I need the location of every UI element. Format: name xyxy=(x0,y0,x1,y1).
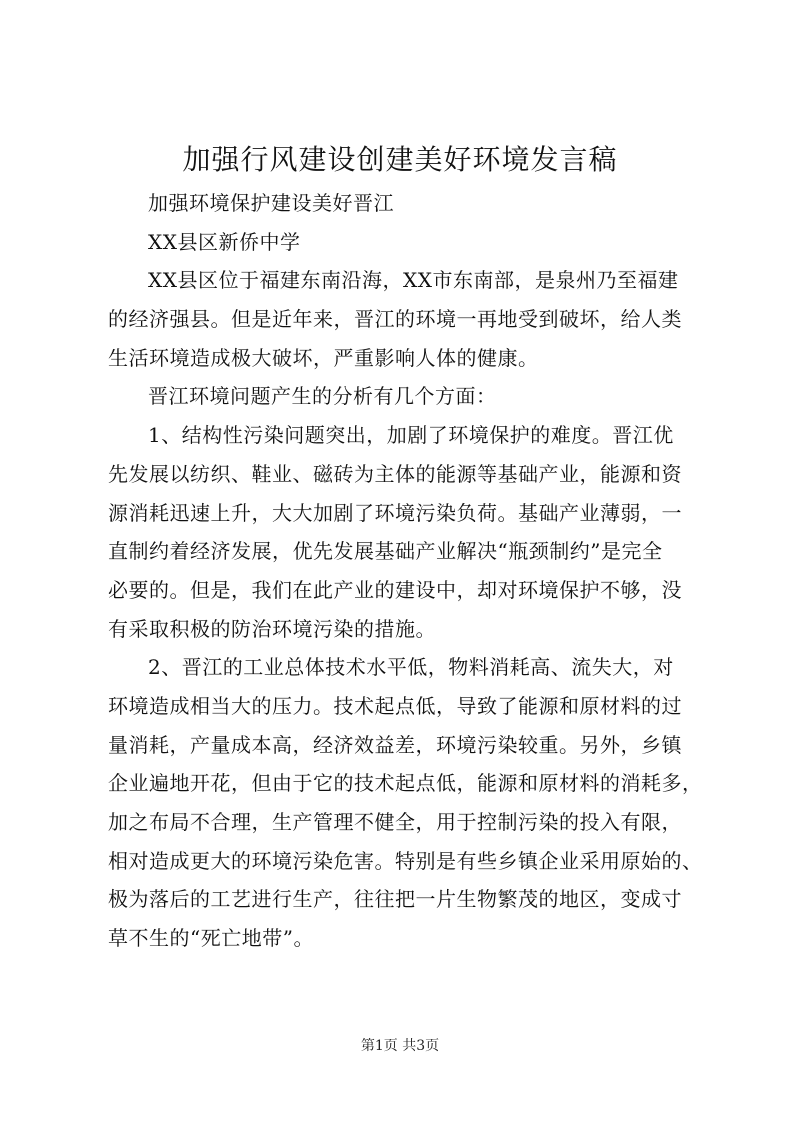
document-subtitle: 加强环境保护建设美好晋江 xyxy=(148,191,394,215)
paragraph-1 xyxy=(108,261,704,377)
document-body xyxy=(108,184,704,958)
paragraph-line: 先发展以纺织、鞋业、磁砖为主体的能源等基础产业，能源和资 xyxy=(108,461,682,486)
paragraph-line: XX县区位于福建东南沿海，XX市东南部，是泉州乃至福建 xyxy=(148,268,679,293)
paragraph-line: 环境造成相当大的压力。技术起点低，导致了能源和原材料的过 xyxy=(108,693,682,718)
paragraph-line: 生活环境造成极大破坏，严重影响人体的健康。 xyxy=(108,345,539,370)
paragraph-2 xyxy=(108,377,704,416)
paragraph-3 xyxy=(108,416,704,648)
paragraph-line: 草不生的“死亡地带”。 xyxy=(108,926,314,951)
paragraph-line: 极为落后的工艺进行生产，往往把一片生物繁茂的地区，变成寸 xyxy=(108,887,682,912)
paragraph-line: 加之布局不合理，生产管理不健全，用于控制污染的投入有限， xyxy=(108,810,682,834)
paragraph-line: 相对造成更大的环境污染危害。特别是有些乡镇企业采用原始的、 xyxy=(108,848,703,873)
paragraph-line: 2、晋江的工业总体技术水平低，物料消耗高、流失大，对 xyxy=(148,655,674,680)
paragraph-line: 有采取积极的防治环境污染的措施。 xyxy=(108,616,436,641)
paragraph-line: 的经济强县。但是近年来，晋江的环境一再地受到破坏，给人类 xyxy=(108,307,682,332)
paragraph-line: 晋江环境问题产生的分析有几个方面： xyxy=(148,384,497,409)
paragraph-line: 直制约着经济发展，优先发展基础产业解决“瓶颈制约”是完全 xyxy=(108,539,663,564)
document-title: 加强行风建设创建美好环境发言稿 xyxy=(182,143,618,176)
paragraph-line: 源消耗迅速上升，大大加剧了环境污染负荷。基础产业薄弱，一 xyxy=(108,500,682,525)
paragraph-line: 1、结构性污染问题突出，加剧了环境保护的难度。晋江优 xyxy=(148,423,674,448)
page-footer: 第1页 共3页 xyxy=(360,1038,440,1054)
document-author: XX县区新侨中学 xyxy=(148,229,301,254)
paragraph-line: 企业遍地开花，但由于它的技术起点低，能源和原材料的消耗多， xyxy=(108,771,703,796)
paragraph-line: 量消耗，产量成本高，经济效益差，环境污染较重。另外，乡镇 xyxy=(108,732,682,757)
paragraph-line: 必要的。但是，我们在此产业的建设中，却对环境保护不够，没 xyxy=(108,577,682,602)
paragraph-4 xyxy=(108,648,704,958)
